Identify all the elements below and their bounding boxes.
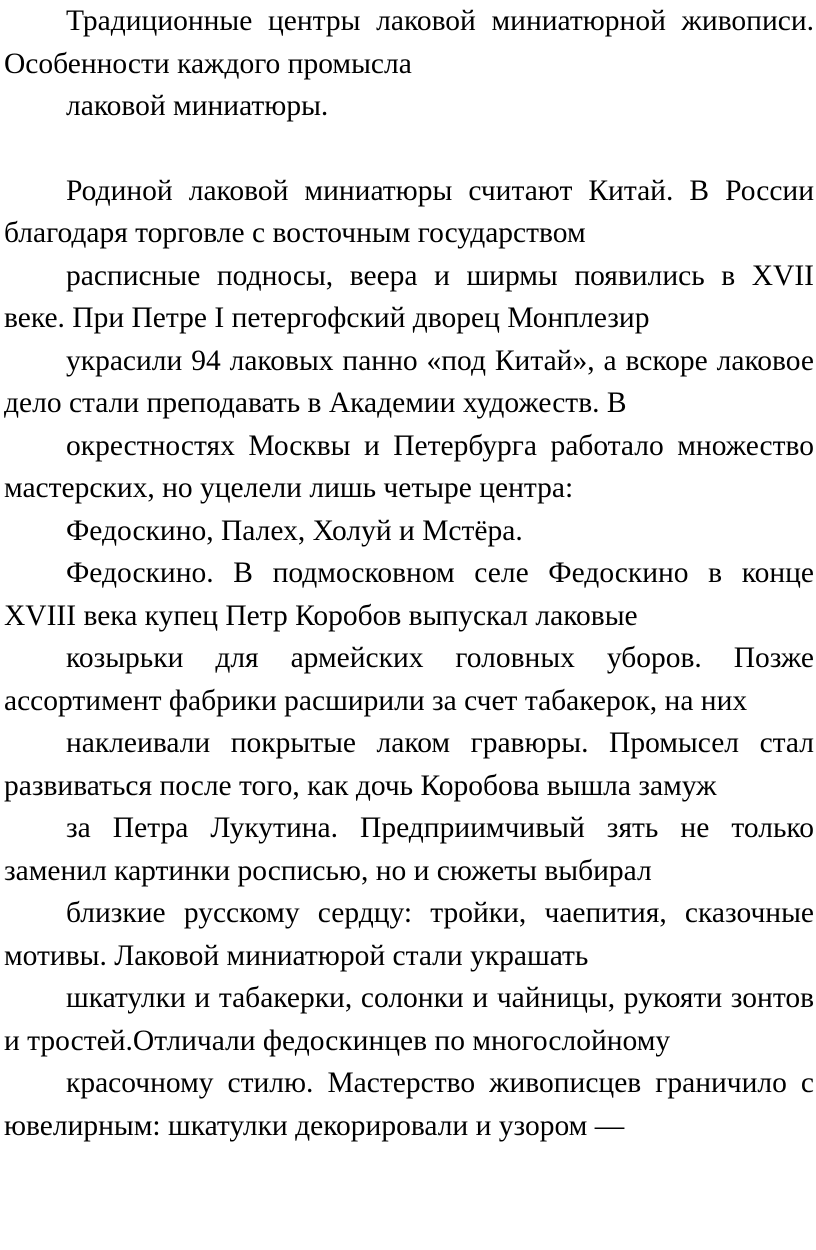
body-paragraph: наклеивали покрытые лаком гравюры. Промысел стал развиваться после того, как дочь Коробова вышла замуж xyxy=(4,727,814,802)
document-page xyxy=(4,0,814,1147)
body-paragraph: за Петра Лукутина. Предприимчивый зять не только заменил картинки росписью, но и сюжеты выбирал xyxy=(4,812,814,887)
body-paragraph: красочному стилю. Мастерство живописцев граничило с ювелирным: шкатулки декорировали и узором — xyxy=(4,1067,814,1142)
body-paragraph: шкатулки и табакерки, солонки и чайницы, рукояти зонтов и тростей.Отличали федоскинцев по многослойному xyxy=(4,982,814,1057)
body-paragraph: козырьки для армейских головных уборов. Позже ассортимент фабрики расширили за счет табакерок, на них xyxy=(4,642,814,717)
body-paragraph: Федоскино. В подмосковном селе Федоскино в конце XVIII века купец Петр Коробов выпускал лаковые xyxy=(4,557,814,632)
heading-paragraph: Традиционные центры лаковой миниатюрной живописи. Особенности каждого промысла xyxy=(4,5,814,80)
body-paragraph: Родиной лаковой миниатюры считают Китай. В России благодаря торговле с восточным государством xyxy=(4,174,814,249)
body-paragraph: окрестностях Москвы и Петербурга работало множество мастерских, но уцелели лишь четыре центра: xyxy=(4,429,814,504)
body-paragraph: украсили 94 лаковых панно «под Китай», а вскоре лаковое дело стали преподавать в Академии художеств. В xyxy=(4,344,814,419)
body-paragraph: Федоскино, Палех, Холуй и Мстёра. xyxy=(66,514,523,547)
body-paragraph: близкие русскому сердцу: тройки, чаепития, сказочные мотивы. Лаковой миниатюрой стали украшать xyxy=(4,897,814,972)
body-paragraph: расписные подносы, веера и ширмы появились в XVII веке. При Петре I петергофский дворец Монплезир xyxy=(4,259,814,334)
heading-paragraph-continued: лаковой миниатюры. xyxy=(66,90,329,122)
